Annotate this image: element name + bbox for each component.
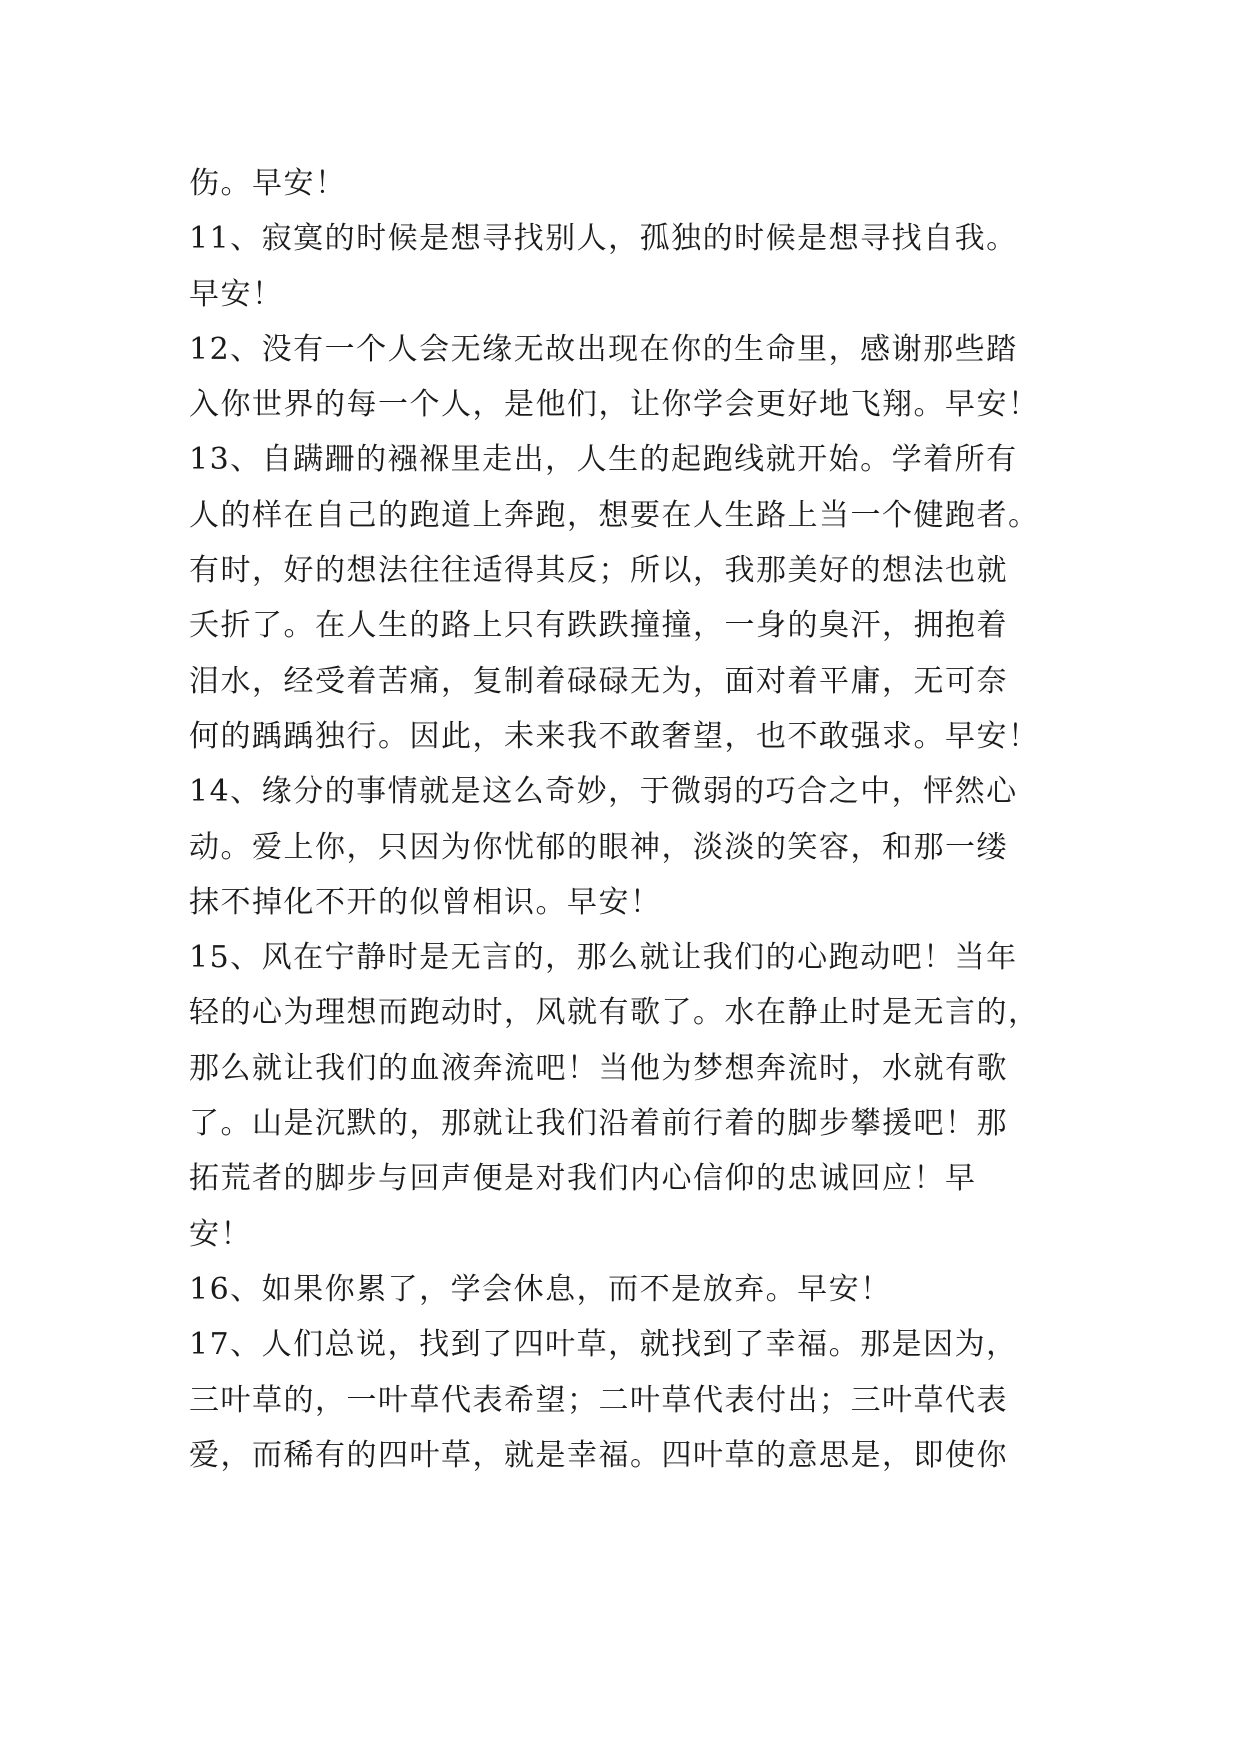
text-line: 11、寂寞的时候是想寻找别人，孤独的时候是想寻找自我。 [189, 221, 1018, 257]
text-line: 轻的心为理想而跑动时，风就有歌了。水在静止时是无言的， [189, 995, 1040, 1031]
text-line: 抹不掉化不开的似曾相识。早安！ [189, 884, 662, 920]
text-line: 14、缘分的事情就是这么奇妙，于微弱的巧合之中，怦然心 [189, 774, 1018, 810]
text-line: 爱，而稀有的四叶草，就是幸福。四叶草的意思是，即使你 [189, 1437, 1008, 1473]
text-line: 16、如果你累了，学会休息，而不是放弃。早安！ [189, 1271, 892, 1307]
text-line: 三叶草的，一叶草代表希望；二叶草代表付出；三叶草代表 [189, 1382, 1008, 1418]
text-line: 了。山是沉默的，那就让我们沿着前行着的脚步攀援吧！那 [189, 1106, 1008, 1142]
text-line: 人的样在自己的跑道上奔跑，想要在人生路上当一个健跑者。 [189, 497, 1040, 533]
text-line: 15、风在宁静时是无言的，那么就让我们的心跑动吧！当年 [189, 940, 1018, 976]
text-line: 有时，好的想法往往适得其反；所以，我那美好的想法也就 [189, 553, 1008, 589]
text-line: 何的踽踽独行。因此，未来我不敢奢望，也不敢强求。早安！ [189, 718, 1040, 754]
text-line: 动。爱上你，只因为你忧郁的眼神，淡淡的笑容，和那一缕 [189, 829, 1008, 865]
text-line: 入你世界的每一个人，是他们，让你学会更好地飞翔。早安！ [189, 387, 1040, 423]
text-line: 拓荒者的脚步与回声便是对我们内心信仰的忠诚回应！早 [189, 1161, 977, 1197]
body-text [189, 156, 1069, 1483]
text-line: 早安！ [189, 276, 284, 312]
text-line: 夭折了。在人生的路上只有跌跌撞撞，一身的臭汗，拥抱着 [189, 608, 1008, 644]
text-line: 13、自蹒跚的襁褓里走出，人生的起跑线就开始。学着所有 [189, 442, 1018, 478]
text-line: 伤。早安！ [189, 166, 347, 201]
text-line: 泪水，经受着苦痛，复制着碌碌无为，面对着平庸，无可奈 [189, 663, 1008, 699]
text-line: 12、没有一个人会无缘无故出现在你的生命里，感谢那些踏 [189, 331, 1018, 367]
text-line: 安！ [189, 1216, 252, 1252]
text-line: 17、人们总说，找到了四叶草，就找到了幸福。那是因为， [189, 1327, 1018, 1363]
text-line: 那么就让我们的血液奔流吧！当他为梦想奔流时，水就有歌 [189, 1050, 1008, 1086]
